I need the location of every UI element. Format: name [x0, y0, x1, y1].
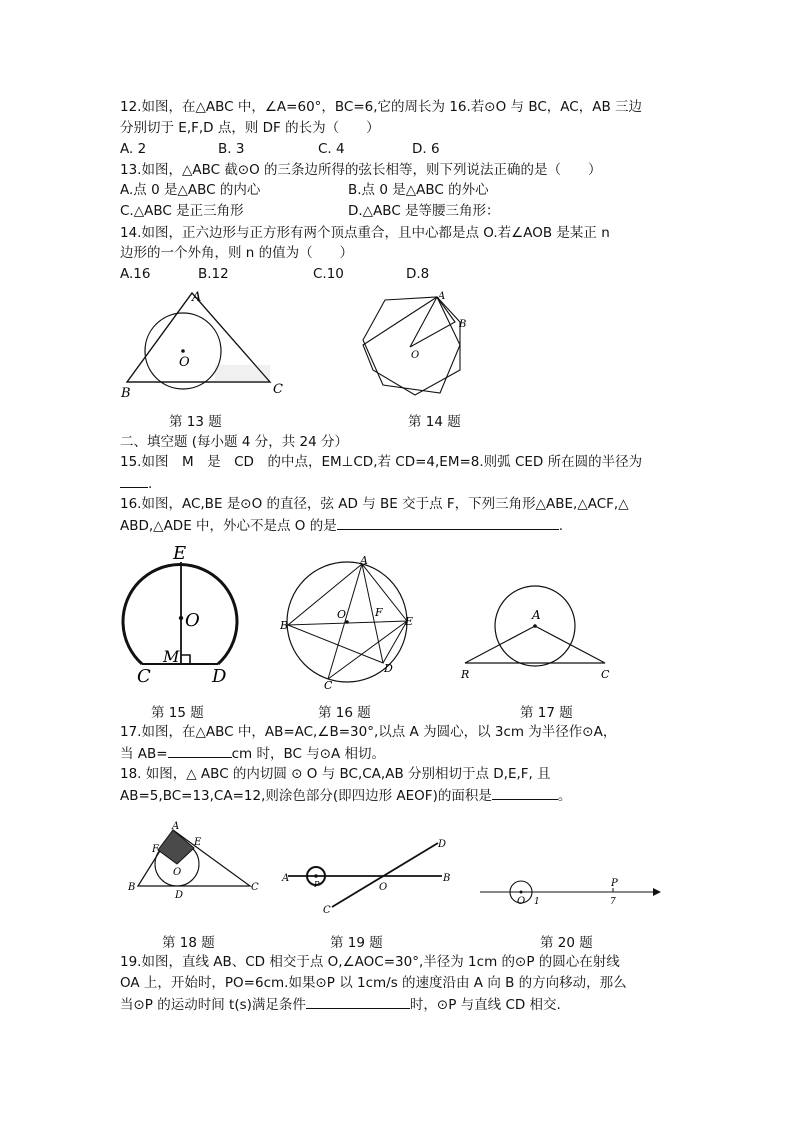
f15-label-e: E — [173, 543, 187, 564]
section-2-heading: 二、填空题 (每小题 4 分，共 24 分） — [120, 434, 348, 450]
f15-label-c: C — [137, 666, 151, 687]
q19-line2: OA 上，开始时，PO=6cm.如果⊙P 以 1cm/s 的速度沿由 A 向 B 的方向移动，那么 — [120, 975, 627, 991]
f16-label-a: A — [360, 555, 368, 567]
q18-line1: 18. 如图，△ ABC 的内切圆 ⊙ O 与 BC,CA,AB 分别相切于点 D,E,F, 且 — [120, 766, 551, 782]
f14-label-a: A — [438, 291, 446, 302]
f14-label-o: O — [411, 350, 420, 361]
f13-label-a: A — [192, 290, 202, 305]
caption-17: 第 17 题 — [520, 705, 573, 721]
q17-line2: 当 AB= cm 时，BC 与⊙A 相切。 — [120, 743, 385, 764]
f18-label-a: A — [172, 821, 180, 832]
figure-15 — [120, 540, 245, 690]
q12-option-a: A. 2 — [120, 141, 147, 157]
q12-option-c: C. 4 — [318, 141, 345, 157]
q16-line1: 16.如图，AC,BE 是⊙O 的直径，弦 AD 与 BE 交于点 F，下列三角形△ABE,△ACF,△ — [120, 496, 629, 512]
q14-option-a: A.16 — [120, 266, 151, 282]
f14-label-b: B — [459, 319, 467, 330]
q14-line2: 边形的一个外角，则 n 的值为（ ） — [120, 245, 354, 261]
f16-label-b: B — [280, 619, 289, 632]
q13-option-d: D.△ABC 是等腰三角形： — [348, 203, 500, 219]
f13-label-c: C — [273, 382, 283, 397]
q12-options — [120, 139, 680, 159]
q18-answer-blank[interactable] — [492, 785, 558, 800]
q16-line2: ABD,△ADE 中，外心不是点 O 的是 . — [120, 515, 563, 536]
q17-line1: 17.如图，在△ABC 中，AB=AC,∠B=30°,以点 A 为圆心，以 3cm 为半径作⊙A， — [120, 724, 617, 740]
f19-label-a: A — [282, 873, 290, 884]
f17-label-b: R — [461, 668, 470, 681]
q14-option-c: C.10 — [313, 266, 344, 282]
q14-option-d: D.8 — [406, 266, 430, 282]
f15-label-d: D — [212, 666, 227, 687]
figure-18 — [125, 820, 265, 905]
f18-label-d: D — [175, 890, 184, 901]
q16-answer-blank[interactable] — [337, 515, 559, 530]
f19-label-p: P — [314, 880, 320, 889]
f18-label-o: O — [173, 867, 182, 878]
caption-16: 第 16 题 — [318, 705, 371, 721]
f19-label-c: C — [323, 905, 331, 915]
caption-15: 第 15 题 — [151, 705, 204, 721]
f20-label-o: O — [517, 896, 526, 907]
f15-label-m: M — [163, 647, 180, 666]
q15-answer-blank[interactable] — [120, 473, 148, 488]
q12-line1: 12.如图，在△ABC 中，∠A=60°，BC=6,它的周长为 16.若⊙O 与 BC，AC，AB 三边 — [120, 99, 642, 115]
f13-label-b: B — [121, 386, 131, 401]
f19-label-d: D — [438, 839, 447, 850]
f18-label-e: E — [194, 837, 202, 848]
caption-18: 第 18 题 — [162, 935, 215, 951]
q14-option-b: B.12 — [198, 266, 229, 282]
f16-label-c: C — [324, 679, 333, 690]
f13-label-o: O — [179, 355, 190, 370]
f16-label-d: D — [384, 662, 393, 675]
q13-option-b: B.点 0 是△ABC 的外心 — [348, 182, 489, 198]
caption-14: 第 14 题 — [408, 414, 461, 430]
f16-label-o: O — [337, 608, 347, 621]
figure-20 — [475, 870, 665, 910]
figure-17 — [455, 575, 620, 685]
caption-19: 第 19 题 — [330, 935, 383, 951]
f18-label-f: F — [152, 844, 159, 855]
f18-label-b: B — [128, 882, 136, 893]
q12-option-b: B. 3 — [218, 141, 245, 157]
q15-line2: . — [120, 473, 152, 494]
f20-label-p: P — [611, 878, 618, 889]
f20-label-one: 1 — [534, 897, 540, 907]
caption-20: 第 20 题 — [540, 935, 593, 951]
q15-line1: 15.如图 M 是 CD 的中点，EM⊥CD,若 CD=4,EM=8.则弧 CED 所在圆的半径为 — [120, 454, 643, 470]
f20-label-seven: 7 — [610, 897, 616, 907]
f16-label-f: F — [375, 606, 383, 619]
q13-option-c: C.△ABC 是正三角形 — [120, 203, 244, 219]
q12-option-d: D. 6 — [412, 141, 440, 157]
q17-answer-blank[interactable] — [168, 743, 232, 758]
q19-line3: 当⊙P 的运动时间 t(s)满足条件 时，⊙P 与直线 CD 相交. — [120, 994, 561, 1015]
q14-options — [120, 264, 680, 284]
q13-line1: 13.如图，△ABC 截⊙O 的三条边所得的弦长相等，则下列说法正确的是（ ） — [120, 162, 602, 178]
q13-options — [120, 180, 680, 222]
figure-13 — [115, 285, 290, 403]
q19-answer-blank[interactable] — [306, 994, 410, 1009]
q19-line1: 19.如图，直线 AB、CD 相交于点 O,∠AOC=30°,半径为 1cm 的⊙P 的圆心在射线 — [120, 954, 620, 970]
figure-14 — [355, 285, 480, 405]
q14-line1: 14.如图，正六边形与正方形有两个顶点重合，且中心都是点 O.若∠AOB 是某正 n — [120, 225, 610, 241]
f18-label-c: C — [251, 882, 259, 893]
f19-label-o: O — [379, 882, 388, 893]
f16-label-e: E — [405, 615, 414, 628]
q13-option-a: A.点 0 是△ABC 的内心 — [120, 182, 261, 198]
q12-line2: 分别切于 E,F,D 点，则 DF 的长为（ ） — [120, 120, 380, 136]
q18-line2: AB=5,BC=13,CA=12,则涂色部分(即四边形 AEOF)的面积是 。 — [120, 785, 571, 806]
caption-13: 第 13 题 — [169, 414, 222, 430]
figure-16 — [280, 555, 420, 690]
f15-label-o: O — [185, 610, 200, 631]
f17-label-c: C — [601, 668, 610, 681]
figure-19 — [280, 835, 460, 915]
f17-label-a: A — [532, 608, 541, 622]
f19-label-b: B — [443, 873, 451, 884]
